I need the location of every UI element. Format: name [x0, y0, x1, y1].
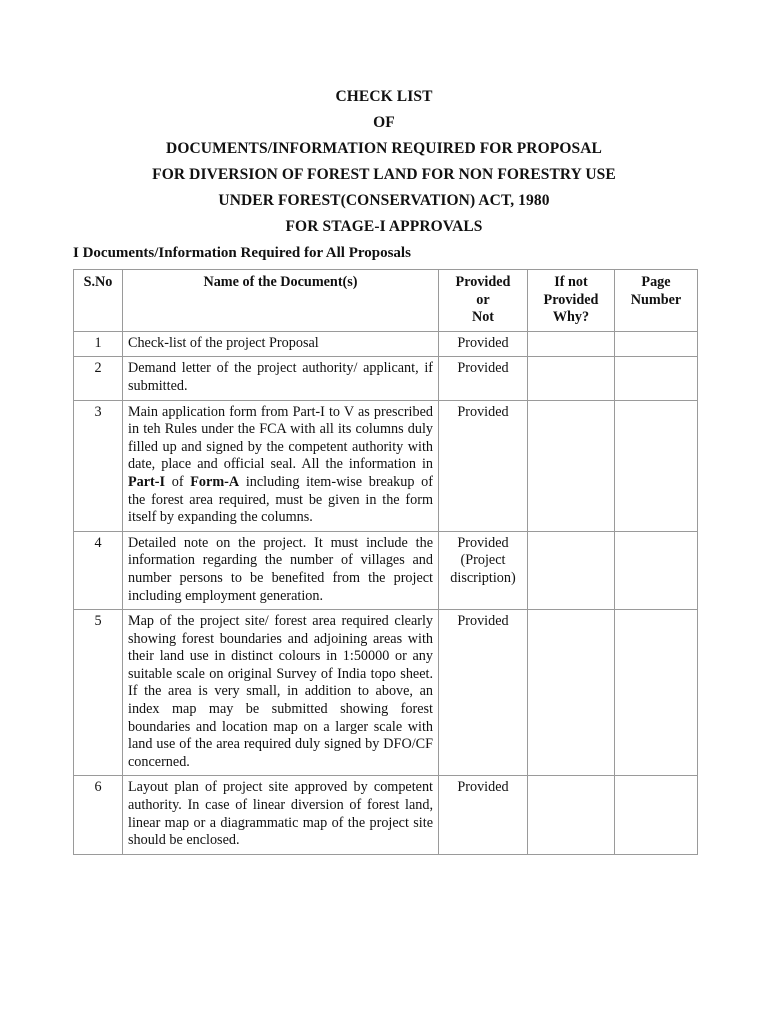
table-row	[74, 357, 698, 400]
header-provided-line: or	[476, 291, 490, 308]
row-provided: Provided	[439, 331, 528, 357]
header-provided-line: Not	[471, 309, 495, 326]
row-sno: 3	[74, 400, 123, 531]
title-line: DOCUMENTS/INFORMATION REQUIRED FOR PROPOSAL	[166, 140, 602, 157]
header-why-line: Why?	[552, 309, 590, 326]
title-line: UNDER FOREST(CONSERVATION) ACT, 1980	[218, 192, 550, 209]
row-page	[615, 400, 698, 531]
row-provided: Provided	[439, 357, 528, 400]
section-heading: I Documents/Information Required for All Proposals	[73, 245, 411, 261]
header-sno	[74, 270, 123, 332]
title-line: FOR STAGE-I APPROVALS	[285, 218, 483, 235]
row-document-text: of	[165, 473, 191, 490]
row-provided-line: (Project	[460, 552, 506, 569]
row-provided-line: Provided	[457, 534, 509, 551]
title-line: OF	[373, 114, 395, 131]
row-page	[615, 531, 698, 609]
checklist-table	[73, 269, 698, 855]
document-title	[0, 84, 768, 240]
row-why	[528, 400, 615, 531]
row-provided: Provided	[439, 610, 528, 776]
row-provided-line: discription)	[450, 569, 516, 586]
row-why	[528, 776, 615, 854]
row-page	[615, 357, 698, 400]
row-why	[528, 331, 615, 357]
row-document	[123, 400, 439, 531]
row-page	[615, 776, 698, 854]
row-document: Layout plan of project site approved by competent authority. In case of linear diversion of forest land, linear map or a diagrammatic map of the project site should be enclosed.	[123, 776, 439, 854]
table-row	[74, 331, 698, 357]
title-line: FOR DIVERSION OF FOREST LAND FOR NON FORESTRY USE	[152, 166, 616, 183]
header-if-not-provided	[528, 270, 615, 332]
header-why-line: Provided	[543, 291, 599, 308]
row-sno: 5	[74, 610, 123, 776]
header-document-name	[123, 270, 439, 332]
row-provided: Provided	[439, 400, 528, 531]
row-document: Map of the project site/ forest area required clearly showing forest boundaries and adjoining areas with their land use in distinct colours in 1:50000 or any suitable scale on original Survey of India topo sheet. If the area is very small, in addition to above, an index map may be submitted showing forest boundaries and location map on a larger scale with land use of the area required duly signed by DFO/CF concerned.	[123, 610, 439, 776]
header-provided	[439, 270, 528, 332]
row-document-text: including item-wise breakup of the forest area required, must be given in the form itself by expanding the columns.	[128, 473, 433, 526]
header-page-line: Number	[630, 291, 682, 308]
row-sno: 1	[74, 331, 123, 357]
row-document-bold-text: Part-I	[128, 473, 166, 490]
header-page-line: Page	[641, 274, 671, 290]
row-document: Check-list of the project Proposal	[123, 331, 439, 357]
header-sno-label: S.No	[83, 274, 113, 290]
row-provided: Provided	[439, 776, 528, 854]
row-document-bold-text: Form-A	[190, 473, 240, 490]
table-row	[74, 776, 698, 854]
table-row	[74, 400, 698, 531]
header-provided-line: Provided	[455, 274, 511, 290]
title-line: CHECK LIST	[335, 88, 433, 105]
row-sno: 4	[74, 531, 123, 609]
row-sno: 2	[74, 357, 123, 400]
row-document-text: Main application form from Part-I to V as prescribed in teh Rules under the FCA with all its columns duly filled up and signed by the competent authority with date, place and official seal. All the information in	[128, 403, 433, 473]
table-row	[74, 531, 698, 609]
row-page	[615, 610, 698, 776]
table-header-row	[74, 270, 698, 332]
row-page	[615, 331, 698, 357]
header-page-number	[615, 270, 698, 332]
row-why	[528, 610, 615, 776]
header-document-name-label: Name of the Document(s)	[203, 274, 358, 290]
row-provided	[439, 531, 528, 609]
row-sno: 6	[74, 776, 123, 854]
row-why	[528, 531, 615, 609]
row-document: Detailed note on the project. It must include the information regarding the number of villages and number persons to be benefited from the project including employment generation.	[123, 531, 439, 609]
row-why	[528, 357, 615, 400]
row-document: Demand letter of the project authority/ applicant, if submitted.	[123, 357, 439, 400]
header-why-line: If not	[554, 274, 588, 290]
table-row	[74, 610, 698, 776]
